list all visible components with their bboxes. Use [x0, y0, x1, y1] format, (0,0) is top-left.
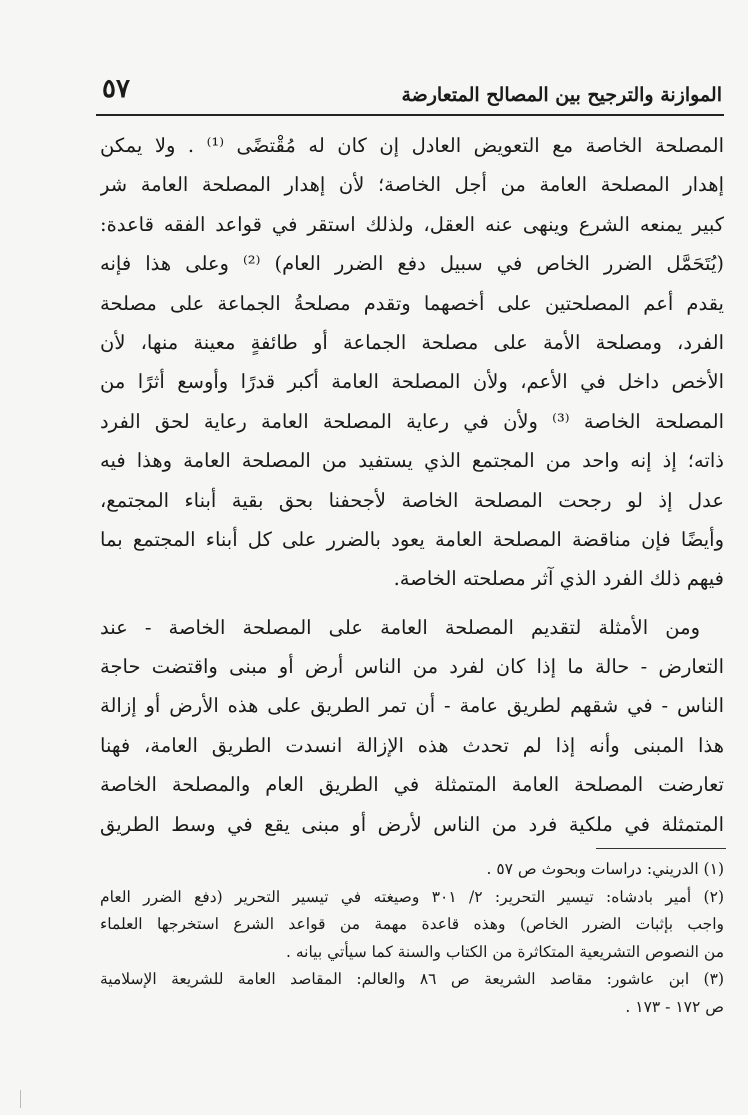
footnote-line: واجب بإثبات الضرر الخاص) وهذه قاعدة مهمة من قواعد الشرع استخرجها العلماء	[100, 915, 724, 933]
text-line: عدل إذ لو رجحت المصلحة الخاصة لأجحفنا بحق بقية أبناء المجتمع،	[100, 488, 724, 512]
text-line: المصلحة الخاصة ⁽³⁾ ولأن في رعاية المصلحة العامة رعاية لحق الفرد	[100, 409, 724, 433]
footnote-separator	[596, 848, 726, 849]
text-line: ومن الأمثلة لتقديم المصلحة العامة على المصلحة الخاصة - عند	[100, 615, 700, 639]
text-line: المصلحة الخاصة مع التعويض العادل إن كان له مُقْتضًى ⁽¹⁾ . ولا يمكن	[100, 134, 724, 157]
text-line: فيهم ذلك الفرد الذي آثر مصلحته الخاصة.	[393, 567, 724, 591]
text-line: يقدم أعم المصلحتين على أخصهما وتقدم مصلحةُ الجماعة على مصلحة	[100, 291, 724, 315]
text-line: الأخص داخل في الأعم، ولأن المصلحة العامة أكبر قدرًا وأوسع أثرًا من	[100, 370, 724, 394]
text-line: الناس - في شقهم لطريق عامة - أن تمر الطريق على هذه الأرض أو إزالة	[100, 694, 724, 718]
page-header	[96, 70, 724, 116]
text-line: الفرد، ومصلحة الأمة على مصلحة الجماعة أو طائفةٍ معينة منها، لأن	[100, 330, 724, 354]
footnote-line: (٣) ابن عاشور: مقاصد الشريعة ص ٨٦ والعالم: المقاصد العامة للشريعة الإسلامية	[100, 970, 724, 988]
text-line: التعارض - حالة ما إذا كان لفرد من الناس أرض أو مبنى واقتضت حاجة	[100, 655, 724, 679]
running-title: الموازنة والترجيح بين المصالح المتعارضة	[401, 84, 722, 106]
footnote-line: من النصوص التشريعية المتكاثرة من الكتاب والسنة كما سيأتي بيانه .	[285, 942, 724, 961]
text-line: (يُتَحَمَّل الضرر الخاص في سبيل دفع الضرر العام) ⁽²⁾ وعلى هذا فإنه	[100, 252, 724, 276]
text-line: المتمثلة في ملكية فرد من الناس لأرض أو مبنى يقع في وسط الطريق	[100, 812, 724, 836]
text-line: تعارضت المصلحة العامة المتمثلة في الطريق العام والمصلحة الخاصة	[100, 773, 724, 797]
scan-edge-mark	[20, 1090, 25, 1108]
text-line: كبير يمنعه الشرع وينهى عنه العقل، ولذلك استقر في قواعد الفقه قاعدة:	[100, 212, 724, 236]
footnotes	[100, 856, 724, 1021]
main-text	[100, 126, 724, 844]
footnote-line: (١) الدريني: دراسات وبحوث ص ٥٧ .	[486, 860, 724, 878]
paragraph-gap	[100, 599, 724, 608]
page-number: ٥٧	[102, 74, 130, 104]
footnote-line: ص ١٧٢ - ١٧٣ .	[625, 997, 724, 1016]
text-line: ذاته؛ إذ إنه واحد من المجتمع الذي يستفيد من المصلحة العامة وهذا فيه	[100, 449, 724, 473]
text-line: إهدار المصلحة العامة من أجل الخاصة؛ لأن إهدار المصلحة العامة شر	[100, 173, 724, 197]
text-line: هذا المبنى وأنه إذا لم تحدث هذه الإزالة انسدت الطريق العامة، فهنا	[100, 733, 724, 757]
text-line: وأيضًا فإن مناقضة المصلحة العامة يعود بالضرر على كل أبناء المجتمع بما	[100, 527, 724, 551]
footnote-line: (٢) أمير بادشاه: تيسير التحرير: ٢/ ٣٠١ وصيغته في تيسير التحرير (دفع الضرر العام	[100, 887, 724, 906]
